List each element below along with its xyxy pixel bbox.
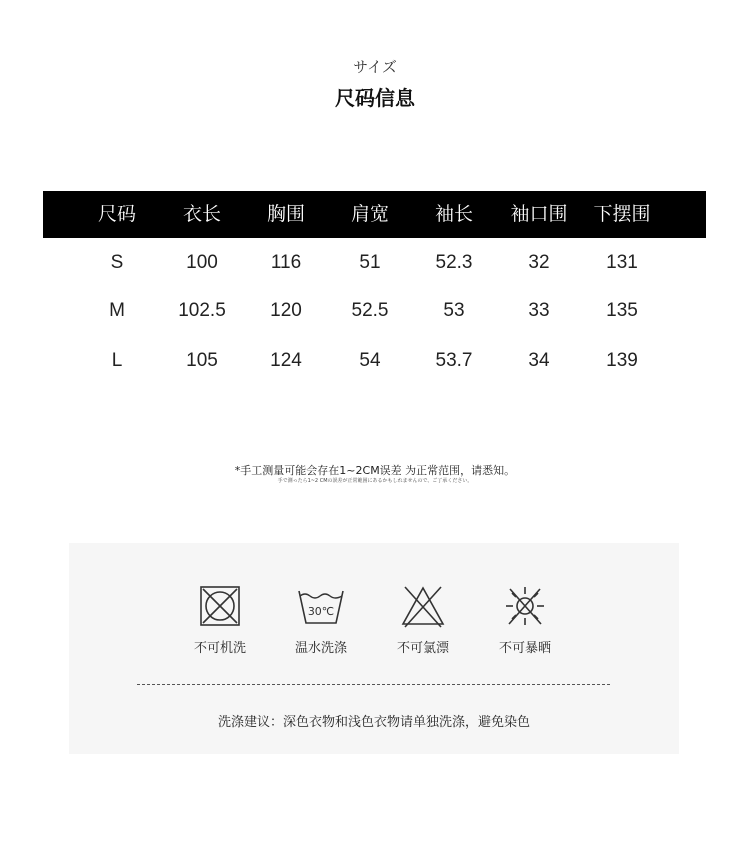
table-cell: 131 (606, 252, 638, 273)
table-cell: S (110, 252, 124, 273)
warm-water-wash-icon (296, 583, 346, 629)
table-cell: L (111, 350, 123, 371)
column-header: 袖长 (434, 203, 473, 225)
page-title: 尺码信息 (335, 86, 415, 110)
care-label: 不可暴晒 (498, 641, 551, 656)
column-header: 衣长 (182, 203, 221, 225)
column-header: 胸围 (266, 203, 305, 225)
table-cell: 51 (359, 252, 381, 273)
care-item-no-bleach (373, 583, 473, 656)
divider (137, 684, 610, 685)
table-cell: 135 (606, 300, 638, 321)
table-cell: 100 (186, 252, 218, 273)
column-header: 袖口围 (510, 203, 568, 225)
no-sun-dry-icon (501, 583, 549, 629)
table-cell: 53.7 (435, 350, 473, 371)
care-item-no-machine-wash (170, 583, 270, 656)
table-cell: 105 (186, 350, 218, 371)
table-cell: 53 (443, 300, 465, 321)
temperature-label: 30℃ (307, 605, 335, 618)
care-label: 不可机洗 (193, 641, 246, 656)
care-label: 不可氯漂 (396, 641, 449, 656)
table-cell: M (109, 300, 125, 321)
table-row (43, 248, 706, 278)
care-instructions-panel (69, 543, 679, 754)
table-cell: 139 (606, 350, 638, 371)
measurement-note: *手工测量可能会存在1~2CM误差 为正常范围，请悉知。 (234, 464, 516, 477)
table-cell: 33 (528, 300, 550, 321)
table-cell: 120 (270, 300, 302, 321)
subtitle: サイズ (353, 58, 397, 76)
table-cell: 102.5 (178, 300, 226, 321)
column-header: 尺码 (97, 203, 136, 225)
table-row (43, 296, 706, 326)
measurement-note-jp: 手で測ったら1~2 CMの誤差が正常範囲にあるかもしれませんので、ご了承ください。 (277, 478, 473, 484)
table-row (43, 346, 706, 376)
column-header: 肩宽 (350, 203, 389, 225)
table-cell: 52.5 (351, 300, 389, 321)
table-cell: 52.3 (435, 252, 473, 273)
no-bleach-icon (399, 583, 447, 629)
washing-tip: 洗涤建议：深色衣物和浅色衣物请单独洗涤，避免染色 (217, 715, 530, 730)
table-cell: 32 (528, 252, 550, 273)
table-cell: 54 (359, 350, 381, 371)
table-cell: 124 (270, 350, 302, 371)
care-label: 温水洗涤 (294, 641, 347, 656)
column-header: 下摆围 (593, 203, 651, 225)
table-cell: 34 (528, 350, 550, 371)
no-machine-wash-icon (197, 583, 243, 629)
care-item-warm-water-wash (271, 583, 371, 656)
table-cell: 116 (270, 252, 302, 273)
care-item-no-sun-dry (475, 583, 575, 656)
